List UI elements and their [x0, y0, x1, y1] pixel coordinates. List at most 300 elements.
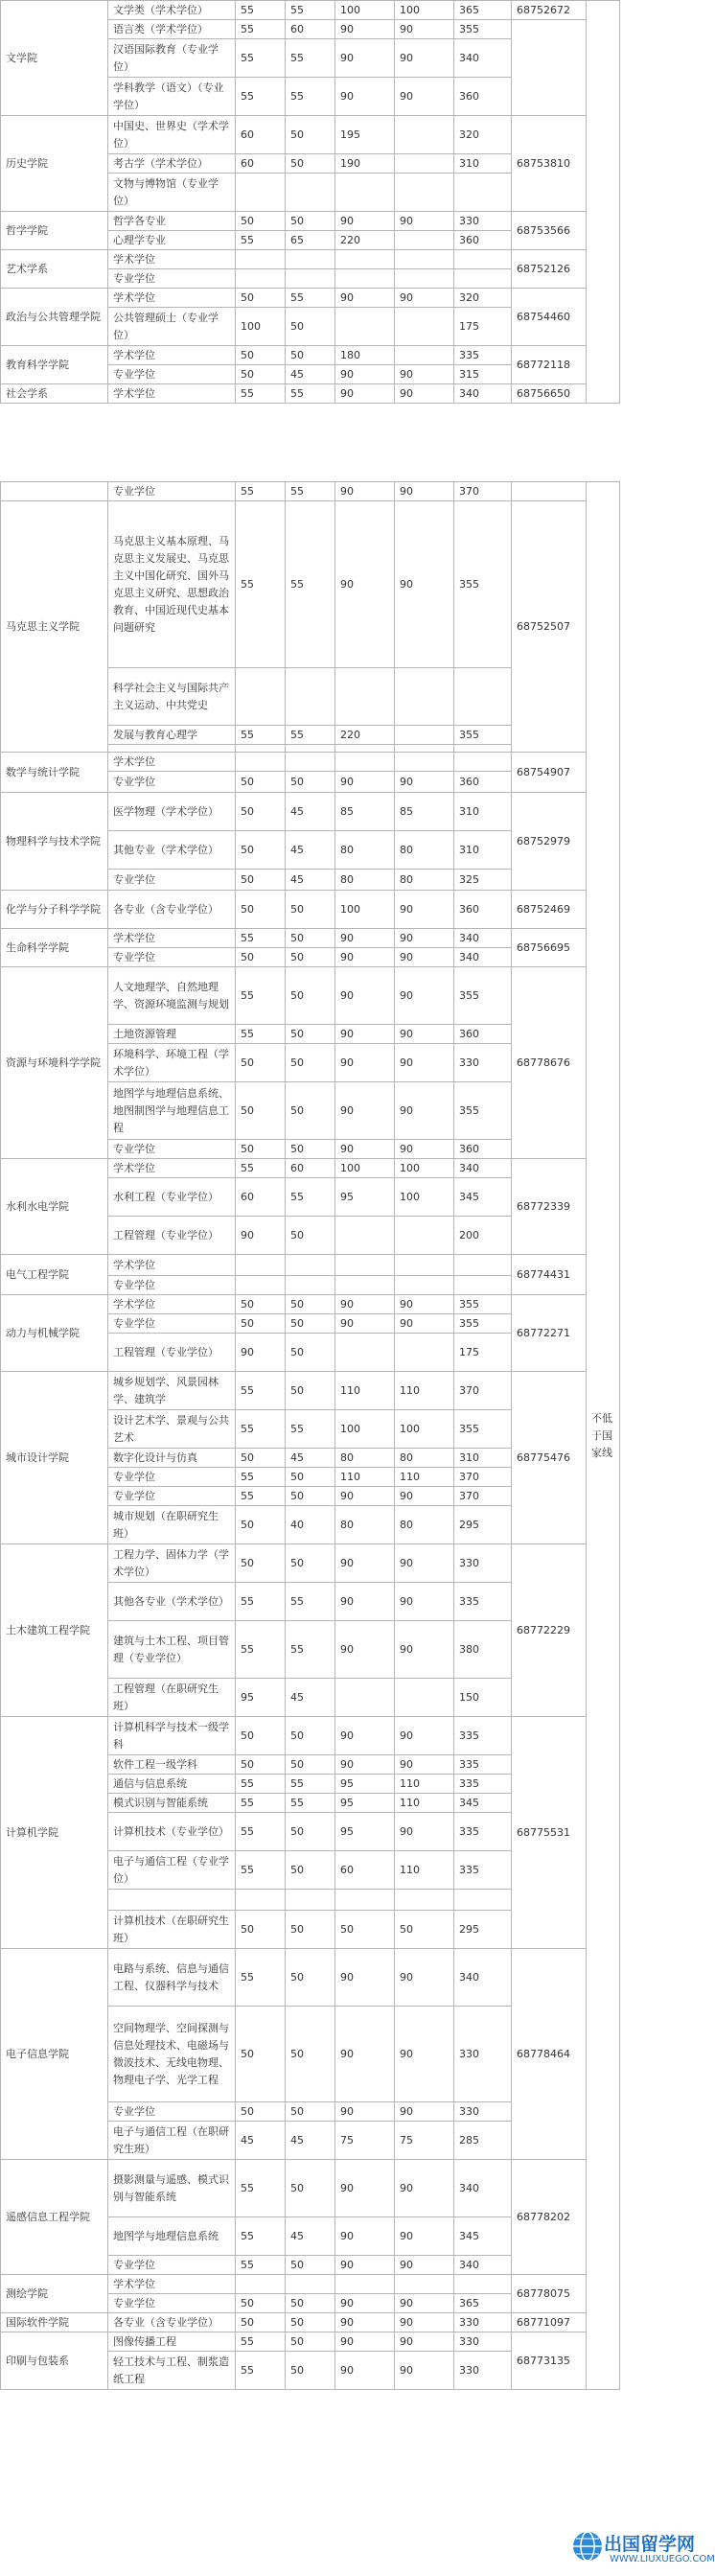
table-cell: 55: [236, 929, 286, 948]
table-cell: 50: [286, 1295, 335, 1314]
table-cell: 中国史、世界史（学术学位）: [108, 116, 236, 154]
table-cell: 45: [286, 793, 335, 831]
table-cell: 45: [286, 2122, 335, 2160]
table-cell: 50: [286, 2102, 335, 2122]
table-cell: [454, 269, 512, 289]
table-cell: [395, 1334, 454, 1372]
table-cell: 110: [335, 1468, 395, 1487]
table-cell: 90: [395, 891, 454, 929]
table-cell: [395, 174, 454, 212]
table-cell: [1, 482, 108, 501]
table-cell: 95: [335, 1813, 395, 1851]
table-cell: 模式识别与智能系统: [108, 1794, 236, 1813]
table-cell: [108, 745, 236, 753]
table-cell: 220: [335, 726, 395, 745]
table-cell: 50: [286, 2313, 335, 2332]
table-cell: 360: [454, 231, 512, 250]
table-cell: [395, 250, 454, 269]
table-cell: 370: [454, 482, 512, 501]
table-cell: 计算机技术（在职研究生班）: [108, 1911, 236, 1949]
table-cell: 55: [236, 2160, 286, 2217]
table-cell: 计算机科学与技术一级学科: [108, 1717, 236, 1755]
table-cell: 68771097: [512, 2313, 587, 2332]
table-cell: 计算机技术（专业学位）: [108, 1813, 236, 1851]
table-cell: 55: [236, 482, 286, 501]
table-cell: 专业学位: [108, 1140, 236, 1159]
table-cell: 科学社会主义与国际共产主义运动、中共党史: [108, 668, 236, 726]
table-cell: 90: [395, 2256, 454, 2275]
table-cell: 45: [286, 365, 335, 384]
table-cell: 360: [454, 772, 512, 793]
table-cell: 90: [335, 2294, 395, 2313]
table-cell: 60: [286, 1159, 335, 1178]
table-cell: 50: [236, 1717, 286, 1755]
table-cell: 90: [335, 2217, 395, 2256]
table-cell: 50: [286, 2160, 335, 2217]
table-cell: [286, 753, 335, 772]
table-cell: 335: [454, 346, 512, 365]
table-cell: 310: [454, 793, 512, 831]
table-cell: 310: [454, 1449, 512, 1468]
table-cell: [395, 1255, 454, 1276]
table-cell: 55: [236, 1410, 286, 1449]
table-cell: 90: [335, 2313, 395, 2332]
table-cell: [286, 1890, 335, 1911]
table-cell: [286, 1276, 335, 1295]
table-cell: 90: [335, 967, 395, 1025]
table-cell: 90: [395, 2352, 454, 2390]
table-cell: 哲学各专业: [108, 212, 236, 231]
table-cell: 75: [395, 2122, 454, 2160]
table-cell: 95: [236, 1679, 286, 1717]
table-cell: 55: [236, 501, 286, 668]
table-cell: 90: [335, 1949, 395, 2007]
table-cell: 335: [454, 1813, 512, 1851]
table-cell: [236, 2275, 286, 2294]
table-cell: 110: [395, 1372, 454, 1410]
table-cell: [236, 1276, 286, 1295]
table-cell: 360: [454, 891, 512, 929]
table-cell: 55: [286, 482, 335, 501]
table-cell: 50: [236, 1544, 286, 1583]
table-cell: [395, 308, 454, 346]
table-cell: 45: [286, 831, 335, 870]
table-cell: 50: [286, 1372, 335, 1410]
table-row: [1, 2332, 620, 2352]
table-cell: 50: [286, 2256, 335, 2275]
table-cell: [335, 250, 395, 269]
table-cell: 50: [286, 1851, 335, 1890]
table-cell: 50: [236, 1082, 286, 1140]
table-cell: 90: [395, 2294, 454, 2313]
table-cell: 355: [454, 501, 512, 668]
table-cell: [395, 1276, 454, 1295]
table-cell: [286, 668, 335, 726]
table-cell: 195: [335, 116, 395, 154]
table-cell: 340: [454, 384, 512, 404]
table-cell: 空间物理学、空间探测与信息处理技术、电磁场与微波技术、无线电物理、物理电子学、光学工程: [108, 2007, 236, 2102]
table-cell: [335, 745, 395, 753]
table-cell: 90: [335, 39, 395, 78]
table-cell: 55: [236, 39, 286, 78]
table-cell: 50: [286, 212, 335, 231]
table-cell: 55: [236, 2217, 286, 2256]
table-cell: 50: [286, 2007, 335, 2102]
table-cell: 95: [335, 1775, 395, 1794]
table-cell: 340: [454, 2160, 512, 2217]
table-cell: 50: [236, 948, 286, 967]
table-cell: 90: [335, 1583, 395, 1621]
table-cell: 50: [236, 1140, 286, 1159]
table-cell: 90: [335, 1295, 395, 1314]
table-row: [1, 1717, 620, 1755]
table-cell: [395, 154, 454, 174]
table-cell: 电路与系统、信息与通信工程、仪器科学与技术: [108, 1949, 236, 2007]
table-cell: 100: [335, 1159, 395, 1178]
table-row: [1, 1295, 620, 1314]
table-cell: 90: [395, 482, 454, 501]
table-cell: 330: [454, 2332, 512, 2352]
table-cell: 365: [454, 2294, 512, 2313]
table-cell: 220: [335, 231, 395, 250]
table-cell: 365: [454, 1, 512, 20]
table-cell: 生命科学学院: [1, 929, 108, 967]
table-cell: 学科教学（语文）（专业学位）: [108, 78, 236, 116]
table-row: [1, 753, 620, 772]
table-cell: 345: [454, 1794, 512, 1813]
table-cell: 68775531: [512, 1717, 587, 1949]
table-cell: 90: [335, 1314, 395, 1334]
table-cell: 50: [286, 967, 335, 1025]
table-cell: 汉语国际教育（专业学位）: [108, 39, 236, 78]
table-cell: 80: [335, 831, 395, 870]
table-cell: 370: [454, 1468, 512, 1487]
table-cell: 土地资源管理: [108, 1025, 236, 1044]
table-cell: [236, 174, 286, 212]
table-cell: 55: [236, 2332, 286, 2352]
table-cell: 90: [335, 1755, 395, 1775]
table-cell: 专业学位: [108, 1487, 236, 1506]
table-cell: 335: [454, 1717, 512, 1755]
table-cell: [335, 269, 395, 289]
table-cell: 50: [286, 891, 335, 929]
table-cell: 90: [395, 1295, 454, 1314]
table-cell: 355: [454, 967, 512, 1025]
table-cell: 80: [335, 1449, 395, 1468]
table-cell: 50: [286, 1813, 335, 1851]
table-cell: 专业学位: [108, 772, 236, 793]
table-cell: 295: [454, 1911, 512, 1949]
table-cell: 摄影测量与遥感、模式识别与智能系统: [108, 2160, 236, 2217]
table-cell: 55: [236, 1, 286, 20]
table-cell: 100: [395, 1410, 454, 1449]
table-cell: 90: [335, 482, 395, 501]
table-cell: 计算机学院: [1, 1717, 108, 1949]
table-cell: 340: [454, 1949, 512, 2007]
table-cell: 68772339: [512, 1159, 587, 1255]
table-cell: 68778464: [512, 1949, 587, 2160]
table-cell: 90: [335, 1140, 395, 1159]
table-cell: 355: [454, 1410, 512, 1449]
table-cell: [395, 753, 454, 772]
table-row: [1, 1372, 620, 1410]
table-cell: 90: [395, 2332, 454, 2352]
table-cell: 180: [335, 346, 395, 365]
table-cell: [454, 753, 512, 772]
table-cell: 学术学位: [108, 346, 236, 365]
table-cell: 340: [454, 1159, 512, 1178]
table-cell: 50: [286, 1217, 335, 1255]
table-cell: 90: [395, 1621, 454, 1679]
table-cell: 专业学位: [108, 2294, 236, 2313]
table-row: [1, 2313, 620, 2332]
table-cell: 物理科学与技术学院: [1, 793, 108, 891]
table-cell: 学术学位: [108, 250, 236, 269]
table-cell: 335: [454, 1851, 512, 1890]
table-cell: 90: [335, 78, 395, 116]
table-cell: 数学与统计学院: [1, 753, 108, 793]
table-cell: [286, 1255, 335, 1276]
table-cell: 175: [454, 308, 512, 346]
table-cell: [236, 1890, 286, 1911]
table-cell: 150: [454, 1679, 512, 1717]
table-cell: [395, 1890, 454, 1911]
table-cell: 55: [236, 1851, 286, 1890]
table-cell: 哲学学院: [1, 212, 108, 250]
table-cell: 68778075: [512, 2275, 587, 2313]
table-row: [1, 1, 620, 20]
table-cell: 50: [286, 1044, 335, 1082]
table-cell: 55: [236, 967, 286, 1025]
table-cell: [454, 174, 512, 212]
table-cell: 50: [236, 870, 286, 891]
table-row: [1, 929, 620, 948]
table-cell: 化学与分子科学学院: [1, 891, 108, 929]
table-cell: 68754460: [512, 289, 587, 346]
table-cell: 工程力学、固体力学（学术学位）: [108, 1544, 236, 1583]
table-cell: 55: [236, 1813, 286, 1851]
table-cell: 55: [286, 1583, 335, 1621]
table-cell: 90: [395, 772, 454, 793]
table-cell: 90: [335, 212, 395, 231]
table-cell: 90: [335, 501, 395, 668]
table-cell: 310: [454, 831, 512, 870]
table-cell: 50: [236, 2102, 286, 2122]
table-cell: 50: [236, 891, 286, 929]
table-cell: 50: [286, 1544, 335, 1583]
table-cell: 50: [236, 1911, 286, 1949]
table-cell: 50: [286, 1487, 335, 1506]
table-cell: [236, 269, 286, 289]
table-cell: [395, 745, 454, 753]
table-cell: 68752979: [512, 793, 587, 891]
table-cell: 60: [236, 1178, 286, 1217]
table-cell: 专业学位: [108, 365, 236, 384]
table-cell: [335, 174, 395, 212]
table-cell: 马克思主义基本原理、马克思主义发展史、马克思主义中国化研究、国外马克思主义研究、思想政治教育、中国近现代史基本问题研究: [108, 501, 236, 668]
table-cell: 图像传播工程: [108, 2332, 236, 2352]
table-cell: [395, 1679, 454, 1717]
table-cell: 90: [395, 1717, 454, 1755]
table-cell: 55: [236, 1468, 286, 1487]
table-cell: 90: [395, 1949, 454, 2007]
table-cell: 城市规划（在职研究生班）: [108, 1506, 236, 1544]
table-cell: 专业学位: [108, 870, 236, 891]
table-cell: 公共管理硕士（专业学位）: [108, 308, 236, 346]
table-cell: 55: [236, 1794, 286, 1813]
table-cell: 68778202: [512, 2160, 587, 2275]
table-cell: 50: [286, 2352, 335, 2390]
table-cell: 355: [454, 1082, 512, 1140]
table-cell: 90: [335, 948, 395, 967]
table-cell: 50: [395, 1911, 454, 1949]
table-cell: 专业学位: [108, 2102, 236, 2122]
table-cell: 90: [395, 967, 454, 1025]
table-cell: 轻工技术与工程、制浆造纸工程: [108, 2352, 236, 2390]
table-cell: 90: [335, 2007, 395, 2102]
table-cell: 55: [236, 1372, 286, 1410]
table-cell: 学术学位: [108, 1255, 236, 1276]
table-cell: 50: [236, 1755, 286, 1775]
table-cell: 55: [236, 20, 286, 39]
table-cell: 水利水电学院: [1, 1159, 108, 1255]
table-cell: 不低于国家线: [587, 482, 620, 2390]
table-cell: 心理学专业: [108, 231, 236, 250]
table-cell: 90: [395, 1082, 454, 1140]
table-cell: 城市设计学院: [1, 1372, 108, 1544]
table-cell: 330: [454, 2007, 512, 2102]
table-cell: 电子信息学院: [1, 1949, 108, 2160]
table-cell: [335, 1334, 395, 1372]
table-cell: 55: [286, 78, 335, 116]
table-cell: 330: [454, 2352, 512, 2390]
table-cell: 软件工程一级学科: [108, 1755, 236, 1775]
table-cell: 建筑与土木工程、项目管理（专业学位）: [108, 1621, 236, 1679]
table-cell: [236, 668, 286, 726]
table-cell: 68752469: [512, 891, 587, 929]
table-cell: 330: [454, 1044, 512, 1082]
table-cell: 其他各专业（学术学位）: [108, 1583, 236, 1621]
table-cell: 专业学位: [108, 1468, 236, 1487]
table-cell: 学术学位: [108, 384, 236, 404]
table-cell: 340: [454, 39, 512, 78]
table-cell: 90: [395, 948, 454, 967]
table-cell: 85: [395, 793, 454, 831]
table-cell: 90: [395, 1813, 454, 1851]
table-cell: 50: [236, 2313, 286, 2332]
table-cell: 55: [286, 1775, 335, 1794]
table-cell: [286, 745, 335, 753]
table-cell: [335, 753, 395, 772]
table-cell: 90: [236, 1334, 286, 1372]
table-row: [1, 1949, 620, 2007]
table-cell: 90: [395, 365, 454, 384]
table-cell: [236, 250, 286, 269]
table-cell: 90: [335, 384, 395, 404]
table-cell: [512, 482, 587, 501]
table-cell: 100: [236, 308, 286, 346]
table-cell: [454, 1890, 512, 1911]
table-row: [1, 891, 620, 929]
table-cell: 55: [286, 39, 335, 78]
table-cell: 90: [395, 39, 454, 78]
table-row: [1, 384, 620, 404]
table-cell: 地图学与地理信息系统、地图制图学与地理信息工程: [108, 1082, 236, 1140]
table-cell: 50: [236, 2007, 286, 2102]
table-cell: [335, 1890, 395, 1911]
table-cell: 50: [286, 1949, 335, 2007]
table-cell: 335: [454, 1775, 512, 1794]
table-cell: 设计艺术学、景观与公共艺术: [108, 1410, 236, 1449]
table-cell: 68775476: [512, 1372, 587, 1544]
watermark-url: WWW.LIUXUEGO.COM: [610, 2554, 715, 2564]
table-cell: 文学类（学术学位）: [108, 1, 236, 20]
table-cell: 45: [286, 870, 335, 891]
table-cell: 90: [335, 1025, 395, 1044]
table-cell: 电子与通信工程（专业学位）: [108, 1851, 236, 1890]
table-cell: 50: [286, 1911, 335, 1949]
table-cell: 68752126: [512, 250, 587, 289]
table-cell: 各专业（含专业学位）: [108, 891, 236, 929]
table-cell: 360: [454, 1025, 512, 1044]
table-cell: 110: [395, 1468, 454, 1487]
table-cell: 100: [395, 1159, 454, 1178]
table-cell: [454, 745, 512, 753]
table-cell: 310: [454, 154, 512, 174]
table-cell: 90: [395, 2217, 454, 2256]
table-cell: 50: [236, 1314, 286, 1334]
table-cell: 资源与环境科学学院: [1, 967, 108, 1159]
table-cell: 测绘学院: [1, 2275, 108, 2313]
table-row: [1, 2160, 620, 2217]
table-cell: 68752507: [512, 501, 587, 753]
table-cell: 50: [286, 2294, 335, 2313]
table-cell: 55: [236, 78, 286, 116]
table-cell: 75: [335, 2122, 395, 2160]
table-cell: 学术学位: [108, 929, 236, 948]
table-cell: 50: [286, 1314, 335, 1334]
table-cell: 50: [236, 793, 286, 831]
table-cell: 100: [335, 1410, 395, 1449]
table-cell: 325: [454, 870, 512, 891]
table-cell: 95: [335, 1794, 395, 1813]
table-cell: 50: [286, 772, 335, 793]
table-cell: 295: [454, 1506, 512, 1544]
watermark-title: 出国留学网: [604, 2534, 696, 2555]
table-cell: 55: [286, 1, 335, 20]
table-cell: [335, 1255, 395, 1276]
table-cell: 68753566: [512, 212, 587, 250]
table-cell: 90: [335, 1544, 395, 1583]
table-cell: 50: [236, 772, 286, 793]
table-cell: 工程管理（专业学位）: [108, 1334, 236, 1372]
table-cell: 教育科学学院: [1, 346, 108, 384]
table-cell: 文学院: [1, 1, 108, 116]
table-cell: 285: [454, 2122, 512, 2160]
table-cell: 355: [454, 20, 512, 39]
table-cell: 社会学系: [1, 384, 108, 404]
table-cell: 68752672: [512, 1, 587, 20]
table-cell: 人文地理学、自然地理学、资源环境监测与规划: [108, 967, 236, 1025]
table-cell: [454, 1276, 512, 1295]
table-cell: 50: [286, 346, 335, 365]
table-cell: 380: [454, 1621, 512, 1679]
table-cell: [512, 20, 587, 116]
table-cell: 艺术学系: [1, 250, 108, 289]
table-cell: 100: [395, 1178, 454, 1217]
table-cell: [395, 116, 454, 154]
table-cell: 90: [335, 929, 395, 948]
